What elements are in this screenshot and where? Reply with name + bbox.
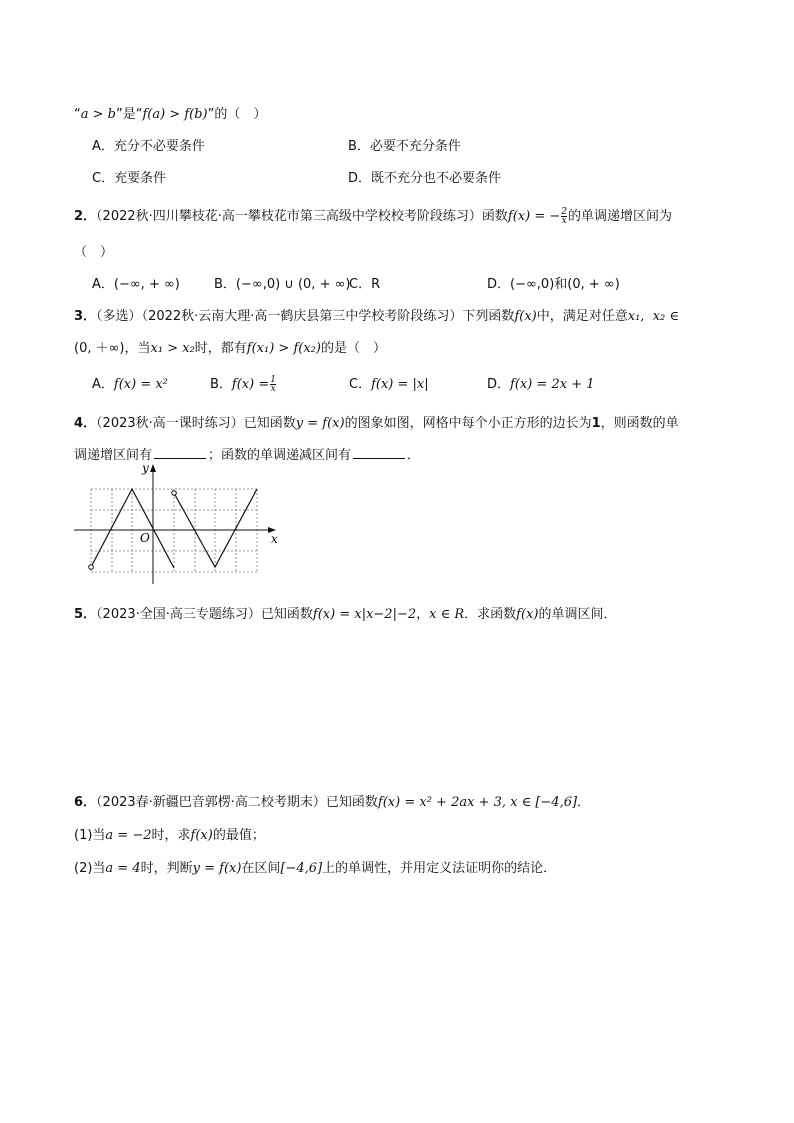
q4-blank-increasing[interactable] xyxy=(154,446,206,459)
q6-stem: 6．（2023春·新疆巴音郭楞·高二校考期末）已知函数f(x) = x² + 2ax + 3, x ∈ [−4,6]． xyxy=(74,795,591,810)
q3-tag: （多选） xyxy=(96,309,142,324)
q3-option-d[interactable]: D．f(x) = 2x + 1 xyxy=(487,377,595,392)
q2-fraction: $\frac{2}{x}$ xyxy=(561,207,567,226)
q5-source: （2023·全国·高三专题练习） xyxy=(96,607,261,622)
q2-function: f(x) = − xyxy=(507,209,561,224)
q3-option-a[interactable]: A．f(x) = x² xyxy=(92,377,168,392)
graph-open-point-right xyxy=(172,491,177,496)
q3-option-c[interactable]: C．f(x) = |x| xyxy=(349,377,429,392)
q2-number: 2． xyxy=(74,209,97,224)
q5-number: 5． xyxy=(74,607,97,622)
q1-cond-a: a > b xyxy=(80,107,116,122)
q3-number: 3． xyxy=(74,309,97,324)
q4-stem-line2: 调递增区间有 ；函数的单调递减区间有 ． xyxy=(74,448,421,463)
q6-source: （2023春·新疆巴音郭楞·高二校考期末） xyxy=(96,795,326,810)
q4-blank-decreasing[interactable] xyxy=(353,446,405,459)
q6-part-1: (1)当a = −2时，求f(x)的最值； xyxy=(74,828,265,843)
graph-origin-label: O xyxy=(140,531,150,545)
graph-curve-right xyxy=(174,489,257,567)
graph-y-arrow xyxy=(150,464,156,472)
q3-source: （2022秋·云南大理·高一鹤庆县第三中学校考阶段练习） xyxy=(141,309,463,324)
q2-option-d[interactable]: D．(−∞,0)和(0, + ∞) xyxy=(487,277,620,292)
q3-stem: 3．（多选）（2022秋·云南大理·高一鹤庆县第三中学校考阶段练习）下列函数f(x)中，满足对任意x₁, x₂ ∈ xyxy=(74,309,680,324)
q2-option-a[interactable]: A．(−∞, + ∞) xyxy=(92,277,180,292)
q1-option-b[interactable]: B．必要不充分条件 xyxy=(348,139,461,154)
q4-function-graph xyxy=(70,462,285,587)
q1-stem: “a > b”是“f(a) > f(b)”的（ ） xyxy=(74,107,267,122)
q4-source: （2023秋·高一课时练习） xyxy=(96,416,244,431)
q3-option-b[interactable]: B．f(x) = $\frac{1}{x}$ xyxy=(210,375,276,394)
q1-cond-fa: f(a) > f(b) xyxy=(142,107,208,122)
graph-x-label: x xyxy=(271,532,278,546)
q6-part-2: (2)当a = 4时，判断y = f(x)在区间[−4,6]上的单调性，并用定义法证明你的结论． xyxy=(74,861,557,876)
q6-number: 6． xyxy=(74,795,97,810)
graph-open-point-left xyxy=(89,565,94,570)
graph-y-label: y xyxy=(142,462,149,475)
q2-stem: 2．（2022秋·四川攀枝花·高一攀枝花市第三高级中学校校考阶段练习）函数f(x) = − $\frac{2}{x}$ 的单调递增区间为 xyxy=(74,207,673,226)
q4-stem: 4．（2023秋·高一课时练习）已知函数y = f(x)的图象如图，网格中每个小正方形的边长为1，则函数的单 xyxy=(74,416,679,431)
q2-option-b[interactable]: B．(−∞,0) ∪ (0, + ∞) xyxy=(214,277,351,292)
graph-curve-left xyxy=(91,489,174,568)
q5-stem: 5．（2023·全国·高三专题练习）已知函数f(x) = x|x−2|−2，x ∈ R．求函数f(x)的单调区间． xyxy=(74,607,617,622)
q2-option-c[interactable]: C．R xyxy=(349,277,381,292)
q4-number: 4． xyxy=(74,416,97,431)
q1-option-c[interactable]: C．充要条件 xyxy=(92,171,167,186)
q3-stem-line2: (0, ＋∞)，当x₁ > x₂时，都有f(x₁) > f(x₂)的是（ ） xyxy=(74,341,386,356)
q2-source: （2022秋·四川攀枝花·高一攀枝花市第三高级中学校校考阶段练习） xyxy=(96,209,482,224)
q1-option-d[interactable]: D．既不充分也不必要条件 xyxy=(348,171,502,186)
q2-paren: （ ） xyxy=(74,245,114,260)
q1-option-a[interactable]: A．充分不必要条件 xyxy=(92,139,205,154)
